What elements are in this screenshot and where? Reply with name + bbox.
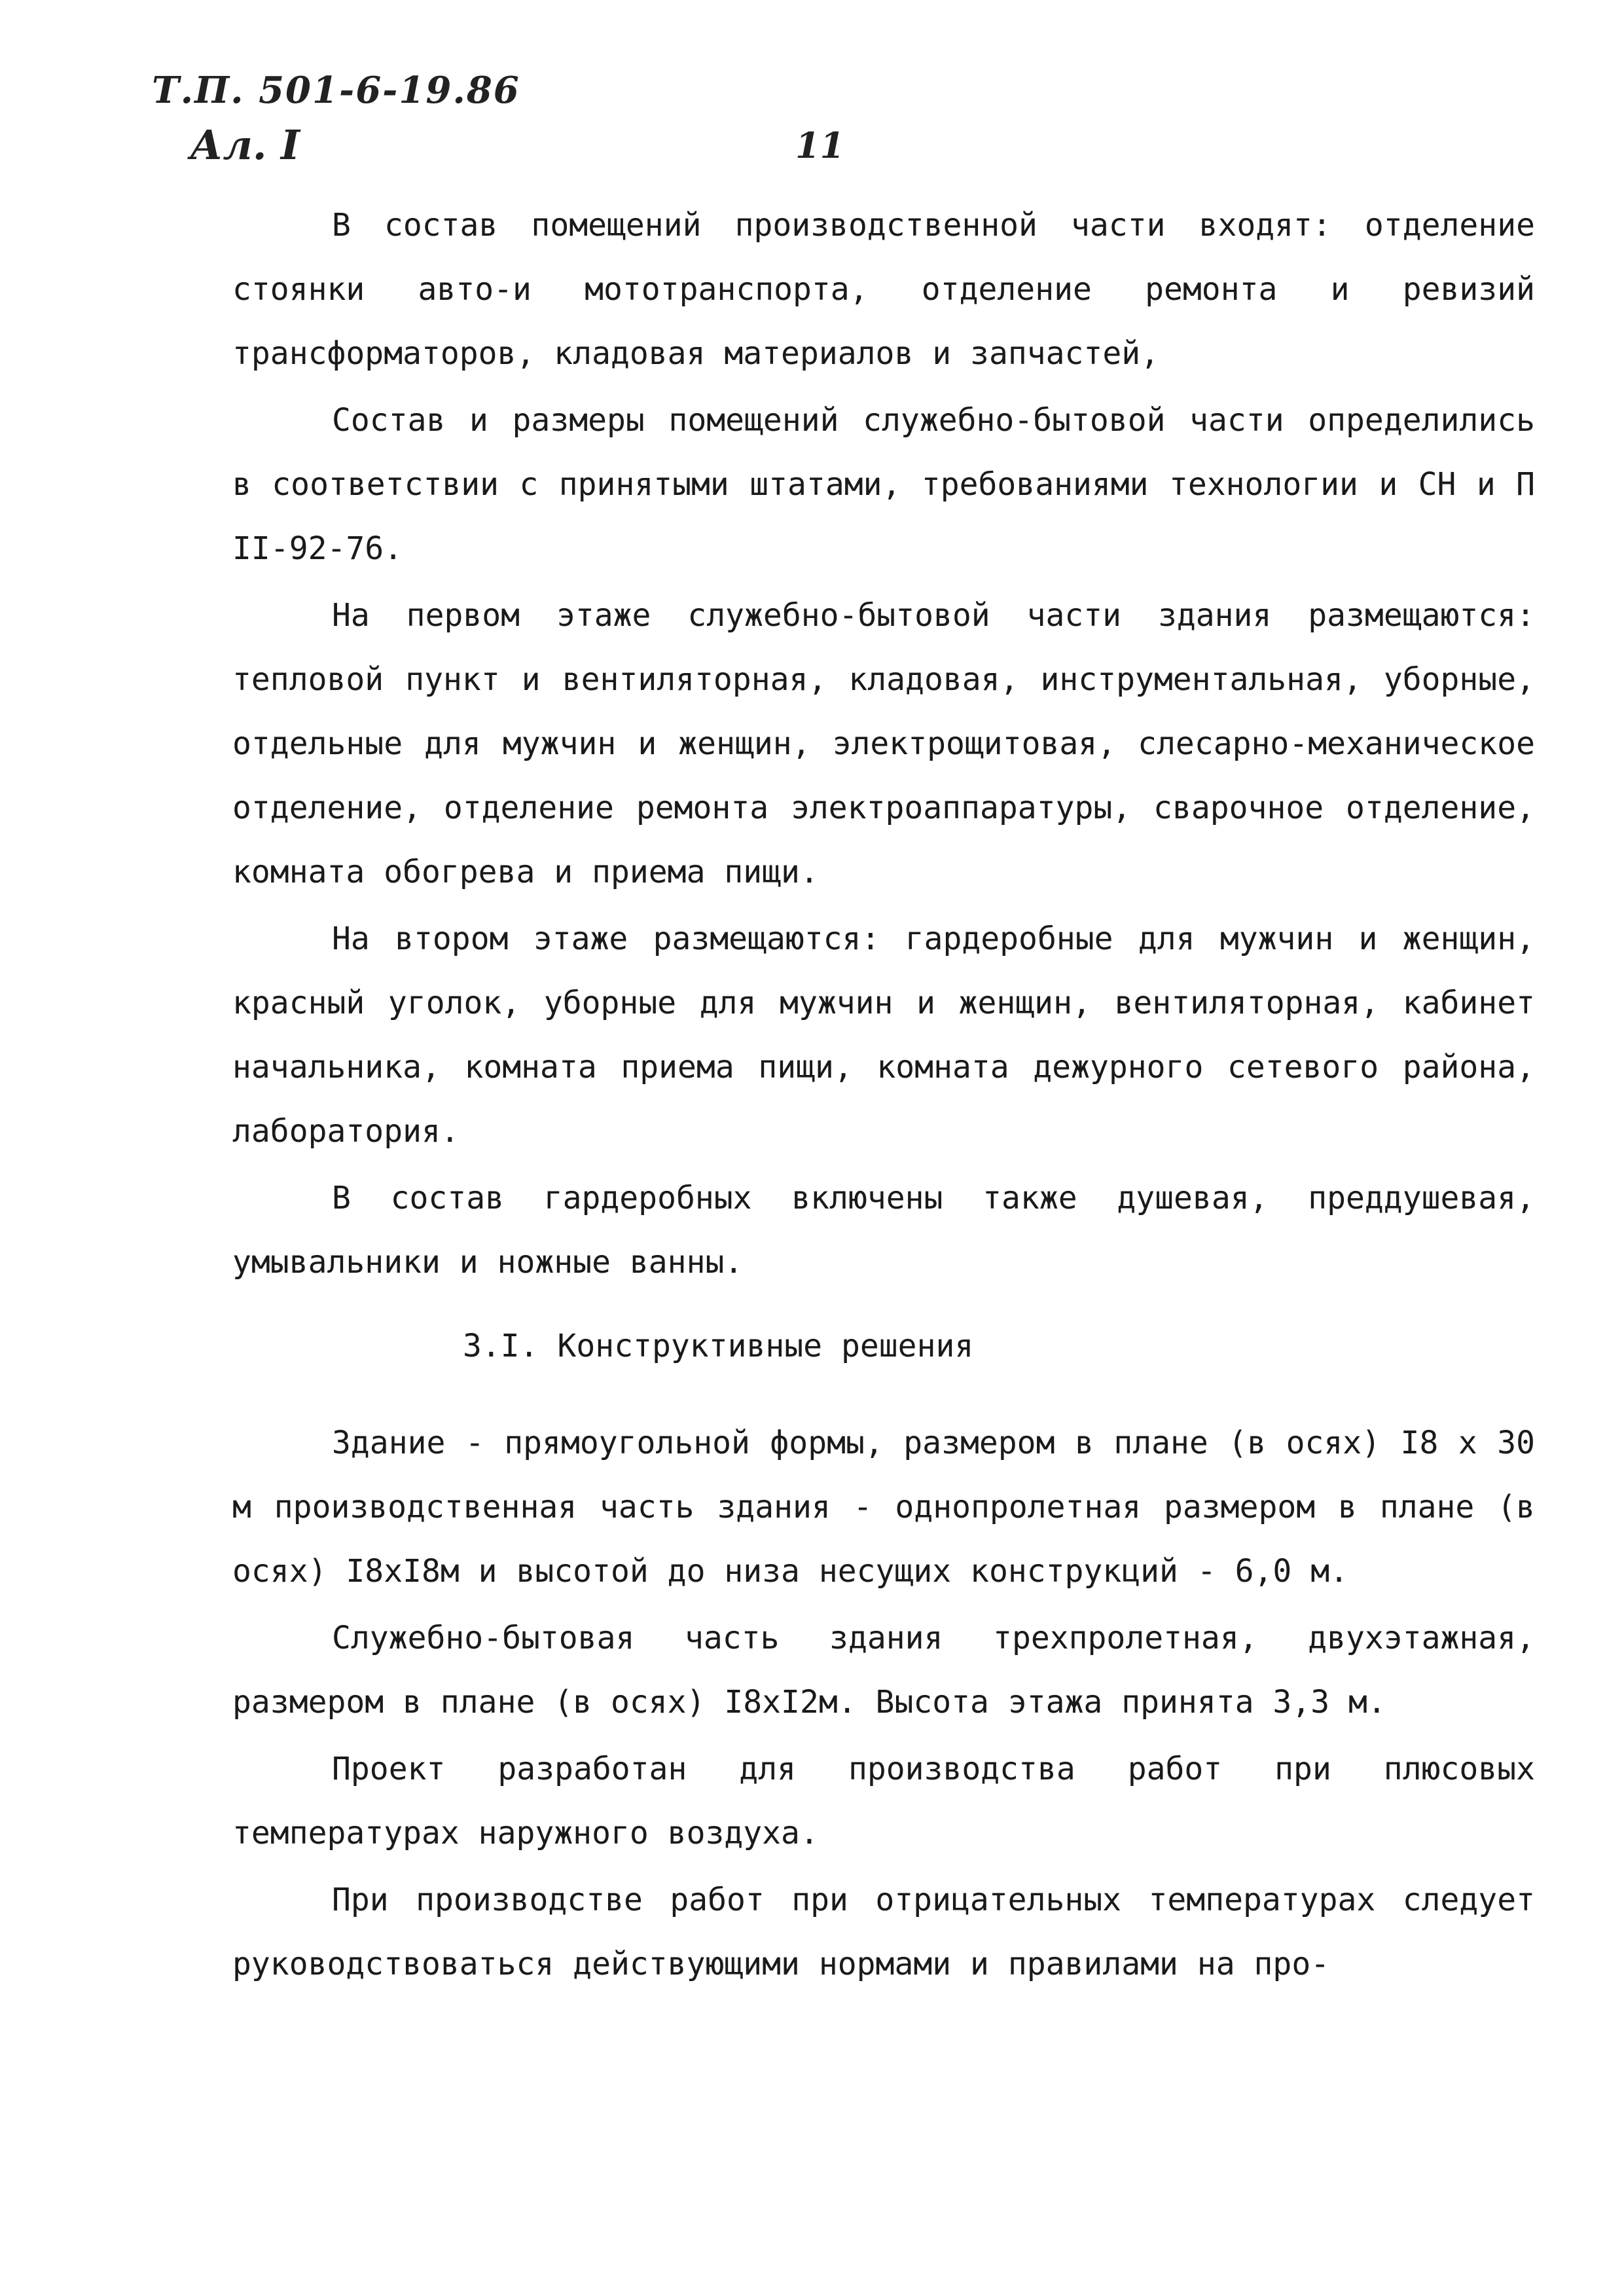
paragraph-service-rooms: Состав и размеры помещений служебно-бытовой части определились в соответствии с принятыми штатами, требованиями технологии и СН и П II-92-76. xyxy=(232,402,1535,567)
paragraph-second-floor: На втором этаже размещаются: гардеробные для мужчин и женщин, красный уголок, уборные для мужчин и женщин, вентиляторная, кабинет начальника, комната приема пищи, комната дежурного сетевого района, лаборатория. xyxy=(232,920,1535,1150)
sheet-label: Ал. I xyxy=(190,121,300,169)
page-number: 11 xyxy=(795,124,845,166)
paragraph-negative-temperatures: При производстве работ при отрицательных температурах следует руководствоваться действующими нормами и правилами на про- xyxy=(232,1882,1535,1982)
body-text xyxy=(232,193,1535,1999)
paragraph-first-floor: На первом этаже служебно-бытовой части здания размещаются: тепловой пункт и вентиляторная, кладовая, инструментальная, уборные, отдельные для мужчин и женщин, электрощитовая, слесарно-механическое отделение, отделение ремонта электроаппаратуры, сварочное отделение, комната обогрева и приема пищи. xyxy=(232,597,1535,890)
section-heading xyxy=(232,1314,1535,1378)
paragraph-production-rooms: В состав помещений производственной части входят: отделение стоянки авто-и мототранспорта, отделение ремонта и ревизий трансформаторов, кладовая материалов и запчастей, xyxy=(232,207,1535,372)
paragraph-service-part: Служебно-бытовая часть здания трехпролетная, двухэтажная, размером в плане (в осях) I8хI2м. Высота этажа принята 3,3 м. xyxy=(232,1620,1535,1721)
paragraph-positive-temperatures: Проект разработан для производства работ при плюсовых температурах наружного воздуха. xyxy=(232,1751,1535,1851)
section-title: Конструктивные решения xyxy=(557,1328,974,1364)
paragraph-wardrobes: В состав гардеробных включены также душевая, преддушевая, умывальники и ножные ванны. xyxy=(232,1180,1535,1281)
section-number: 3.I. xyxy=(463,1328,539,1364)
paragraph-building-shape: Здание - прямоугольной формы, размером в плане (в осях) I8 х 30 м производственная часть здания - однопролетная размером в плане (в осях) I8хI8м и высотой до низа несущих конструкций - 6,0 м. xyxy=(232,1425,1535,1590)
document-code: Т.П. 501-6-19.86 xyxy=(152,69,520,112)
